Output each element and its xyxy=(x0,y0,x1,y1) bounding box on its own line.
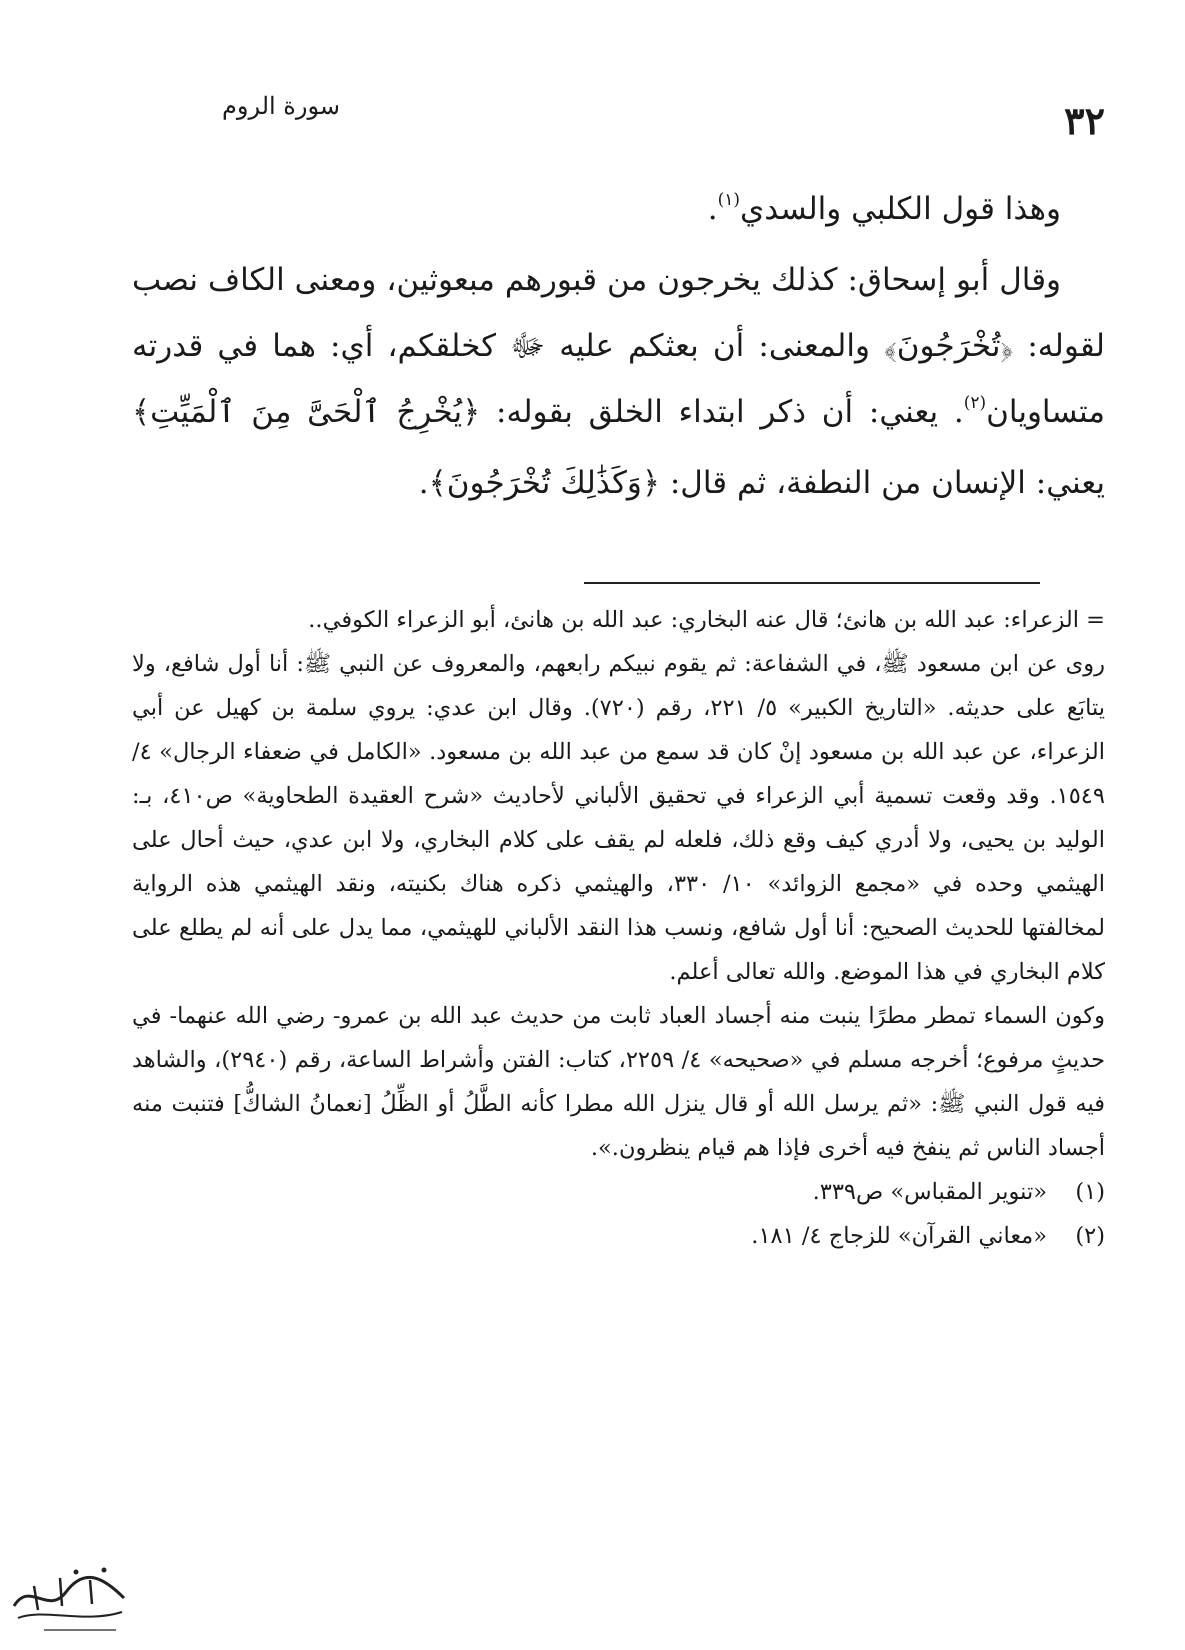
footnote-paragraph-a: روى عن ابن مسعود ﷺ، في الشفاعة: ثم يقوم نبيكم رابعهم، والمعروف عن النبي ﷺ: أنا أول شافع، ولا يتابَع على حديثه. «التاريخ الكبير» ٥/ ٢٢١، رقم (٧٢٠). وقال ابن عدي: يروي سلمة بن كهيل عن أبي الزعراء، عن عبد الله بن مسعود إنْ كان قد سمع من عبد الله بن مسعود. «الكامل في ضعفاء الرجال» ٤/ ١٥٤٩. وقد وقعت تسمية أبي الزعراء في تحقيق الألباني لأحاديث «شرح العقيدة الطحاوية» ص٤١٠، بـ: الوليد بن يحيى، ولا أدري كيف وقع ذلك، فلعله لم يقف على كلام البخاري، ولا ابن عدي، حيث أحال على الهيثمي وحده في «مجمع الزوائد» ١٠/ ٣٣٠، والهيثمي ذكره هناك بكنيته، ونقد الهيثمي هذه الرواية لمخالفتها للحديث الصحيح: أنا أول شافع، ونسب هذا النقد الألباني للهيثمي، مما يدل على أنه لم يطلع على كلام البخاري في هذا الموضع. والله تعالى أعلم. xyxy=(132,651,1105,985)
footnote-ref-2: (٢) xyxy=(963,393,987,413)
footnotes xyxy=(132,598,1105,1258)
footnote-2-text: «معاني القرآن» للزجاج ٤/ ١٨١. xyxy=(751,1223,1047,1249)
main-paragraph-2-text-a: وقال أبو إسحاق: كذلك يخرجون من قبورهم مبعوثين، ومعنى الكاف نصب لقوله: ﴿تُخْرَجُونَ﴾ والمعنى: أن بعثكم عليه ﷻ كخلقكم، أي: هما في قدرته متساويان xyxy=(132,262,1105,430)
footnote-2-number: (٢) xyxy=(1075,1223,1105,1249)
footnote-2 xyxy=(132,1214,1105,1258)
main-paragraph-2 xyxy=(132,247,1105,516)
footnote-continuation: = الزعراء: عبد الله بن هانئ؛ قال عنه البخاري: عبد الله بن هانئ، أبو الزعراء الكوفي.. xyxy=(308,607,1105,633)
main-paragraph-1-end: . xyxy=(707,191,718,227)
main-paragraph-1 xyxy=(132,176,1105,247)
footnote-paragraph-b: وكون السماء تمطر مطرًا ينبت منه أجساد العباد ثابت من حديث عبد الله بن عمرو- رضي الله عنهما- في حديثٍ مرفوع؛ أخرجه مسلم في «صحيحه» ٤/ ٢٢٥٩، كتاب: الفتن وأشراط الساعة، رقم (٢٩٤٠)، والشاهد فيه قول النبي ﷺ: «ثم يرسل الله أو قال ينزل الله مطرا كأنه الطَّلُ أو الظِّلُ [نعمانُ الشاكُّ] فتنبت منه أجساد الناس ثم ينفخ فيه أخرى فإذا هم قيام ينظرون.». xyxy=(132,1003,1105,1161)
footnote-divider xyxy=(584,582,1040,584)
page-number: ٣٢ xyxy=(1064,98,1105,143)
main-paragraph-2-text-b: . يعني: أن ذكر ابتداء الخلق بقوله: ﴿يُخْرِجُ ٱلْحَىَّ مِنَ ٱلْمَيِّتِ﴾ يعني: الإنسان من النطفة، ثم قال: ﴿وَكَذَٰلِكَ تُخْرَجُونَ﴾. xyxy=(132,394,1105,501)
footnote-1-number: (١) xyxy=(1075,1179,1105,1205)
running-header-title: سورة الروم xyxy=(222,92,340,120)
main-paragraph-1-text: وهذا قول الكلبي والسدي xyxy=(740,191,1061,227)
main-text xyxy=(132,176,1105,516)
footnote-ref-1: (١) xyxy=(717,190,741,210)
library-seal-logo xyxy=(4,1558,134,1638)
footnote-1-text: «تنوير المقباس» ص٣٣٩. xyxy=(812,1179,1047,1205)
footnote-1 xyxy=(132,1170,1105,1214)
